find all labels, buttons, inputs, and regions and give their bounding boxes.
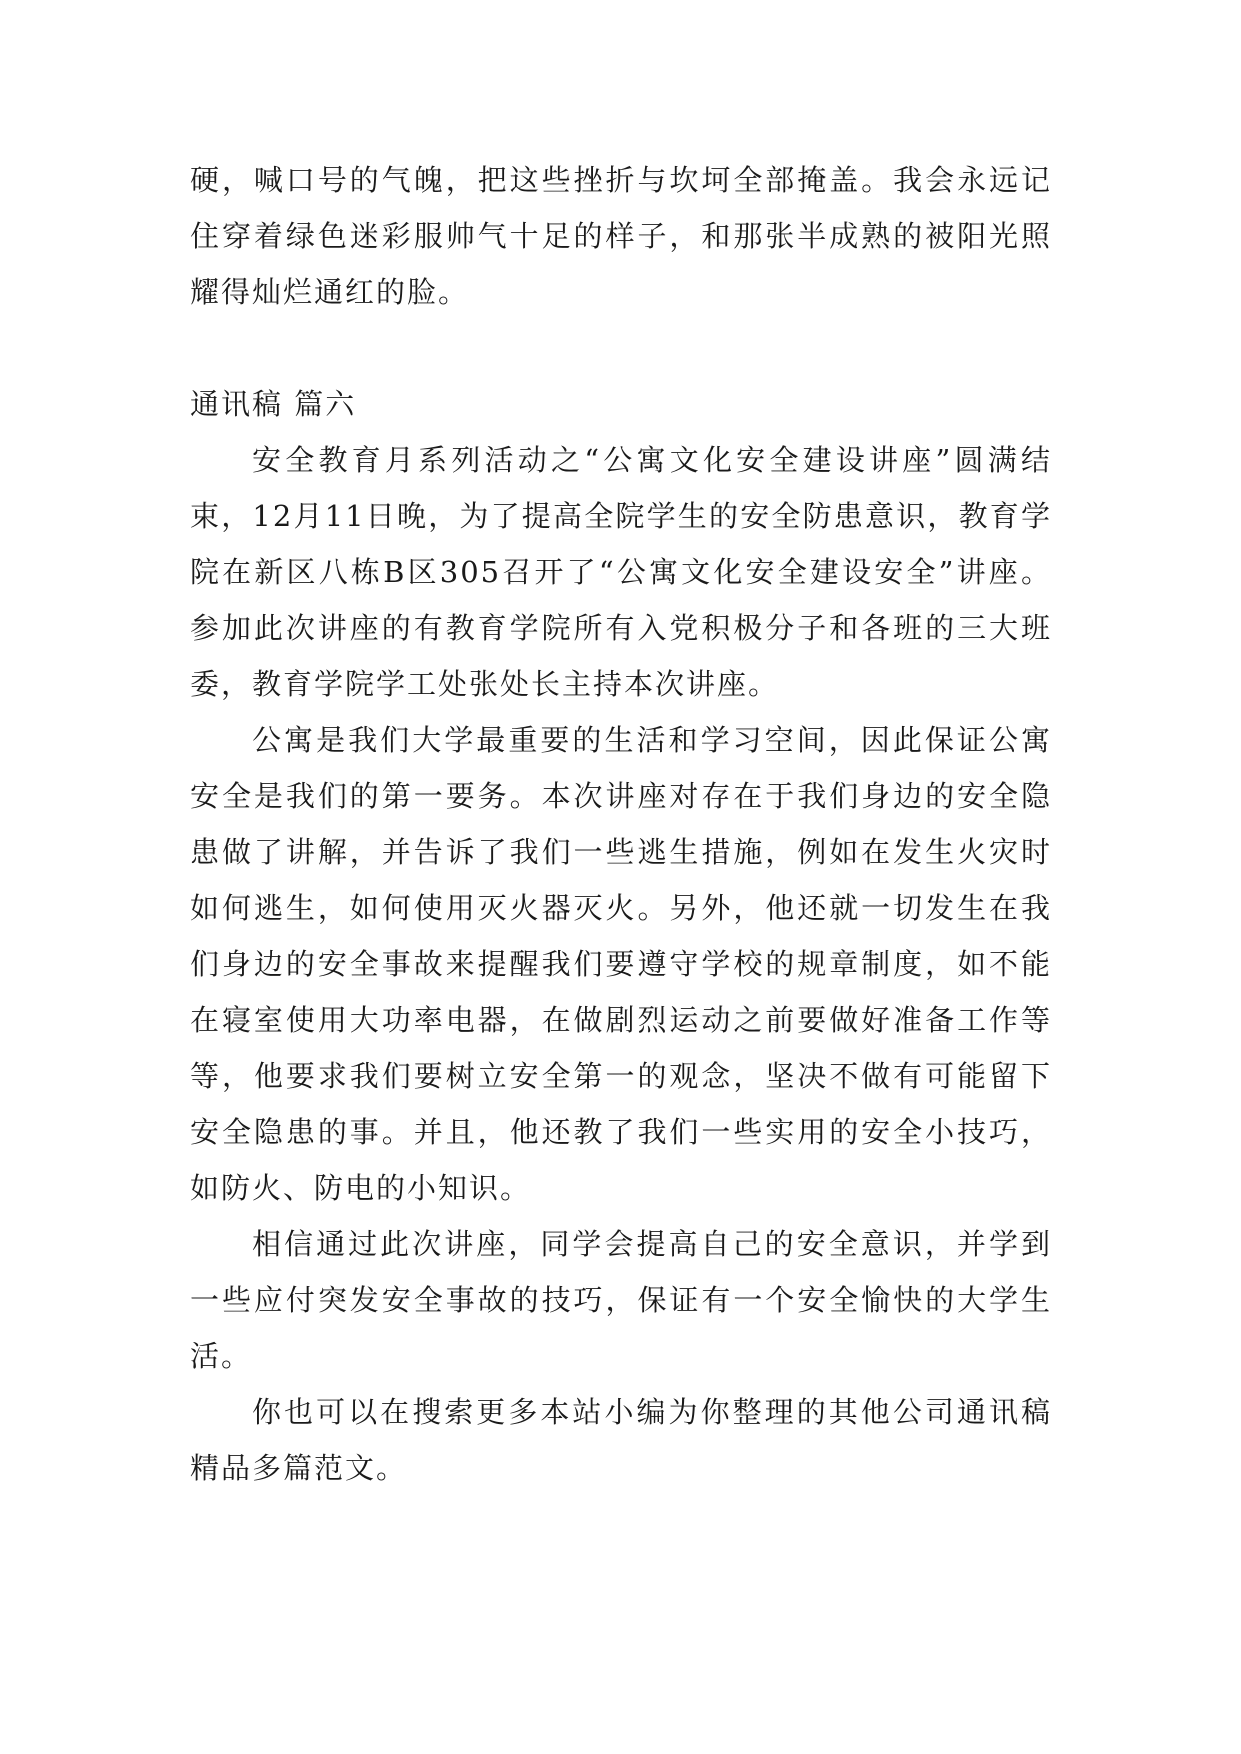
body-paragraph-2: 公寓是我们大学最重要的生活和学习空间，因此保证公寓安全是我们的第一要务。本次讲座对存在于我们身边的安全隐患做了讲解，并告诉了我们一些逃生措施，例如在发生火灾时如何逃生，如何使用灭火器灭火。另外，他还就一切发生在我们身边的安全事故来提醒我们要遵守学校的规章制度，如不能在寝室使用大功率电器，在做剧烈运动之前要做好准备工作等等，他要求我们要树立安全第一的观念，坚决不做有可能留下安全隐患的事。并且，他还教了我们一些实用的安全小技巧，如防火、防电的小知识。	[190, 723, 1052, 1205]
body-paragraph-4: 你也可以在搜索更多本站小编为你整理的其他公司通讯稿精品多篇范文。	[190, 1395, 1052, 1485]
continuation-paragraph: 硬，喊口号的气魄，把这些挫折与坎坷全部掩盖。我会永远记住穿着绿色迷彩服帅气十足的样子，和那张半成熟的被阳光照耀得灿烂通红的脸。	[190, 163, 1052, 309]
document-body	[190, 152, 1052, 1496]
body-paragraph-1: 安全教育月系列活动之“公寓文化安全建设讲座”圆满结束，12月11日晚，为了提高全院学生的安全防患意识，教育学院在新区八栋B区305召开了“公寓文化安全建设安全”讲座。参加此次讲座的有教育学院所有入党积极分子和各班的三大班委，教育学院学工处张处长主持本次讲座。	[190, 443, 1052, 701]
section-title: 通讯稿 篇六	[190, 387, 357, 421]
body-paragraph-3: 相信通过此次讲座，同学会提高自己的安全意识，并学到一些应付突发安全事故的技巧，保证有一个安全愉快的大学生活。	[190, 1227, 1052, 1373]
